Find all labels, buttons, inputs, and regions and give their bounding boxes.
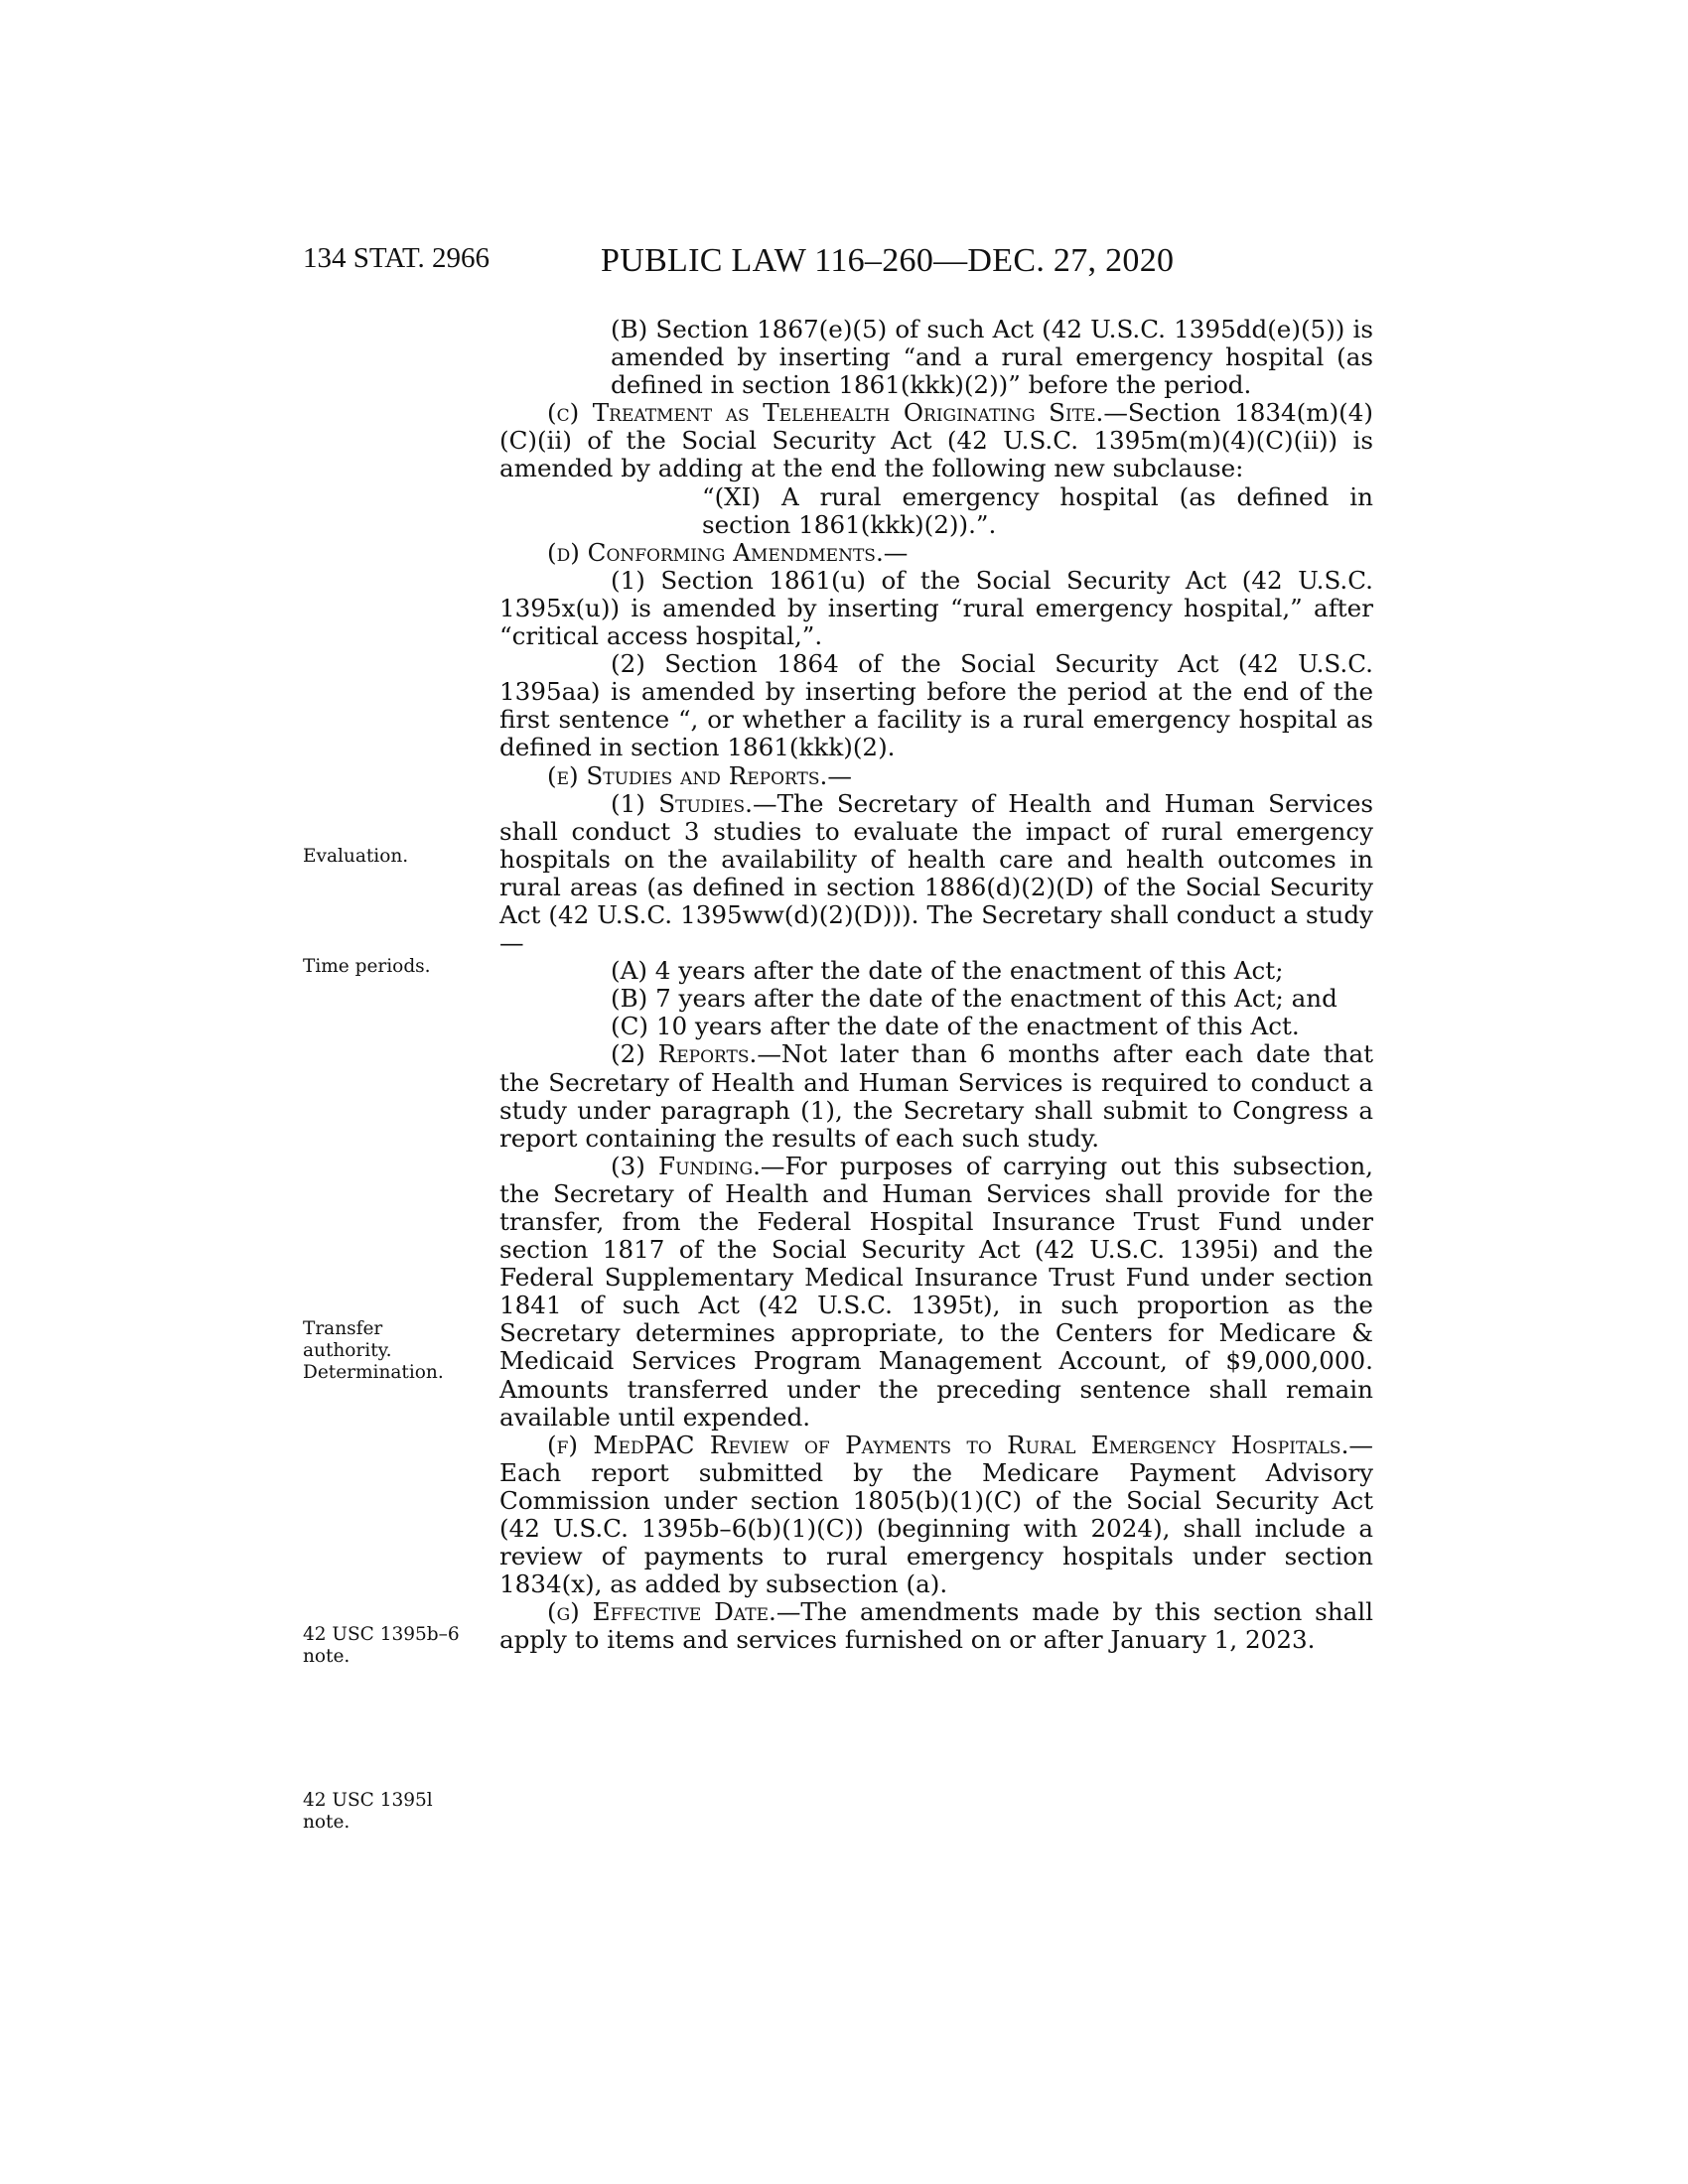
- margin-note-text: authority.: [303, 1340, 392, 1361]
- subsection-g-heading: (g) Effective Date.: [547, 1597, 776, 1627]
- margin-note-text: Transfer: [303, 1318, 383, 1339]
- margin-note-text: 42 USC 1395l: [303, 1790, 433, 1811]
- paragraph-e1: [499, 790, 1373, 958]
- margin-note-usc-1395b6: [303, 1624, 482, 1668]
- paragraph-d1: (1) Section 1861(u) of the Social Security Act (42 U.S.C. 1395x(u)) is amended by inserting “rural emergency hospital,” after “critical access hospital,”.: [499, 565, 1373, 651]
- subsection-g-text: —The amendments made by this section shall apply to items and services furnished on or after January 1, 2023.: [499, 1597, 1373, 1655]
- stat-citation: 134 STAT. 2966: [303, 242, 491, 274]
- paragraph-b: (B) Section 1867(e)(5) of such Act (42 U.S.C. 1395dd(e)(5)) is amended by inserting “and a rural emergency hospital (as defined in section 1861(kkk)(2))” before the period.: [611, 315, 1373, 400]
- paragraph-e2: [499, 1040, 1373, 1152]
- subsection-e-heading: (e) Studies and Reports.—: [547, 760, 852, 790]
- subsection-f: [499, 1432, 1373, 1599]
- paragraph-e3: [499, 1153, 1373, 1432]
- paragraph-e2-text: —Not later than 6 months after each date that the Secretary of Health and Human Services is required to conduct a study under paragraph (1), the Secretary shall submit to Congress a report containing the results of each such study.: [499, 1039, 1373, 1153]
- paragraph-d2: (2) Section 1864 of the Social Security Act (42 U.S.C. 1395aa) is amended by inserting before the period at the end of the first sentence “, or whether a facility is a rural emergency hospital as defined in section 1861(kkk)(2).: [499, 649, 1373, 762]
- paragraph-e1-a: [499, 957, 1373, 985]
- margin-note-text: Determination.: [303, 1362, 444, 1383]
- margin-note-text: Evaluation.: [303, 846, 409, 867]
- law-title: PUBLIC LAW 116–260—DEC. 27, 2020: [601, 242, 1175, 279]
- subsection-g: [499, 1598, 1373, 1654]
- paragraph-e3-heading: (3) Funding.: [611, 1151, 761, 1180]
- paragraph-e1-heading: (1) Studies.: [611, 788, 753, 818]
- margin-note-transfer: [303, 1318, 482, 1384]
- subsection-f-heading: (f) MedPAC Review of Payments to Rural Emergency Hospitals.: [547, 1430, 1349, 1459]
- subsection-d-heading: (d) Conforming Amendments.—: [547, 537, 909, 567]
- margin-note-text: note.: [303, 1812, 351, 1833]
- subsection-c-heading: (c) Treatment as Telehealth Originating Site.: [547, 398, 1104, 428]
- margin-note-text: note.: [303, 1646, 351, 1667]
- margin-note-usc-1395l: [303, 1790, 482, 1834]
- margin-note-evaluation: [303, 846, 482, 868]
- paragraph-e3-text: —For purposes of carrying out this subsection, the Secretary of Health and Human Services shall provide for the transfer, from the Federal Hospital Insurance Trust Fund under section 1817 of the Social Security Act (42 U.S.C. 1395i) and the Federal Supplementary Medical Insurance Trust Fund under section 1841 of such Act (42 U.S.C. 1395t), in such proportion as the Secretary determines appropriate, to the Centers for Medicare & Medicaid Services Program Management Account, of $9,000,000. Amounts transferred under the preceding sentence shall remain available until expended.: [499, 1151, 1373, 1432]
- subsection-c: [499, 399, 1373, 482]
- margin-note-time-periods: [303, 956, 482, 978]
- page-header: [303, 242, 1375, 292]
- subsection-f-text: —Each report submitted by the Medicare Payment Advisory Commission under section 1805(b)(1)(C) of the Social Security Act (42 U.S.C. 1395b–6(b)(1)(C)) (beginning with 2024), shall include a review of payments to rural emergency hospitals under section 1834(x), as added by subsection (a).: [499, 1430, 1373, 1599]
- statute-body: [499, 316, 1373, 1655]
- margin-note-text: Time periods.: [303, 956, 431, 977]
- paragraph-e1-text: —The Secretary of Health and Human Services shall conduct 3 studies to evaluate the impact of rural emergency hospitals on the availability of health care and health outcomes in rural areas (as defined in section 1886(d)(2)(D) of the Social Security Act (42 U.S.C. 1395ww(d)(2)(D))). The Secretary shall conduct a study—: [499, 788, 1373, 958]
- margin-note-text: 42 USC 1395b–6: [303, 1624, 460, 1645]
- paragraph-e2-heading: (2) Reports.: [611, 1039, 758, 1069]
- paragraph-e1-a-text: (A) 4 years after the date of the enactment of this Act;: [611, 956, 1284, 986]
- paragraph-e1-c: (C) 10 years after the date of the enactment of this Act.: [611, 1012, 1300, 1041]
- subsection-c-text: —Section 1834(m)(4)(C)(ii) of the Social Security Act (42 U.S.C. 1395m(m)(4)(C)(ii)) is amended by adding at the end the following new subclause:: [499, 398, 1374, 483]
- subsection-c-quote: “(XI) A rural emergency hospital (as defined in section 1861(kkk)(2)).”.: [702, 481, 1373, 539]
- paragraph-e1-b: (B) 7 years after the date of the enactment of this Act; and: [611, 984, 1337, 1014]
